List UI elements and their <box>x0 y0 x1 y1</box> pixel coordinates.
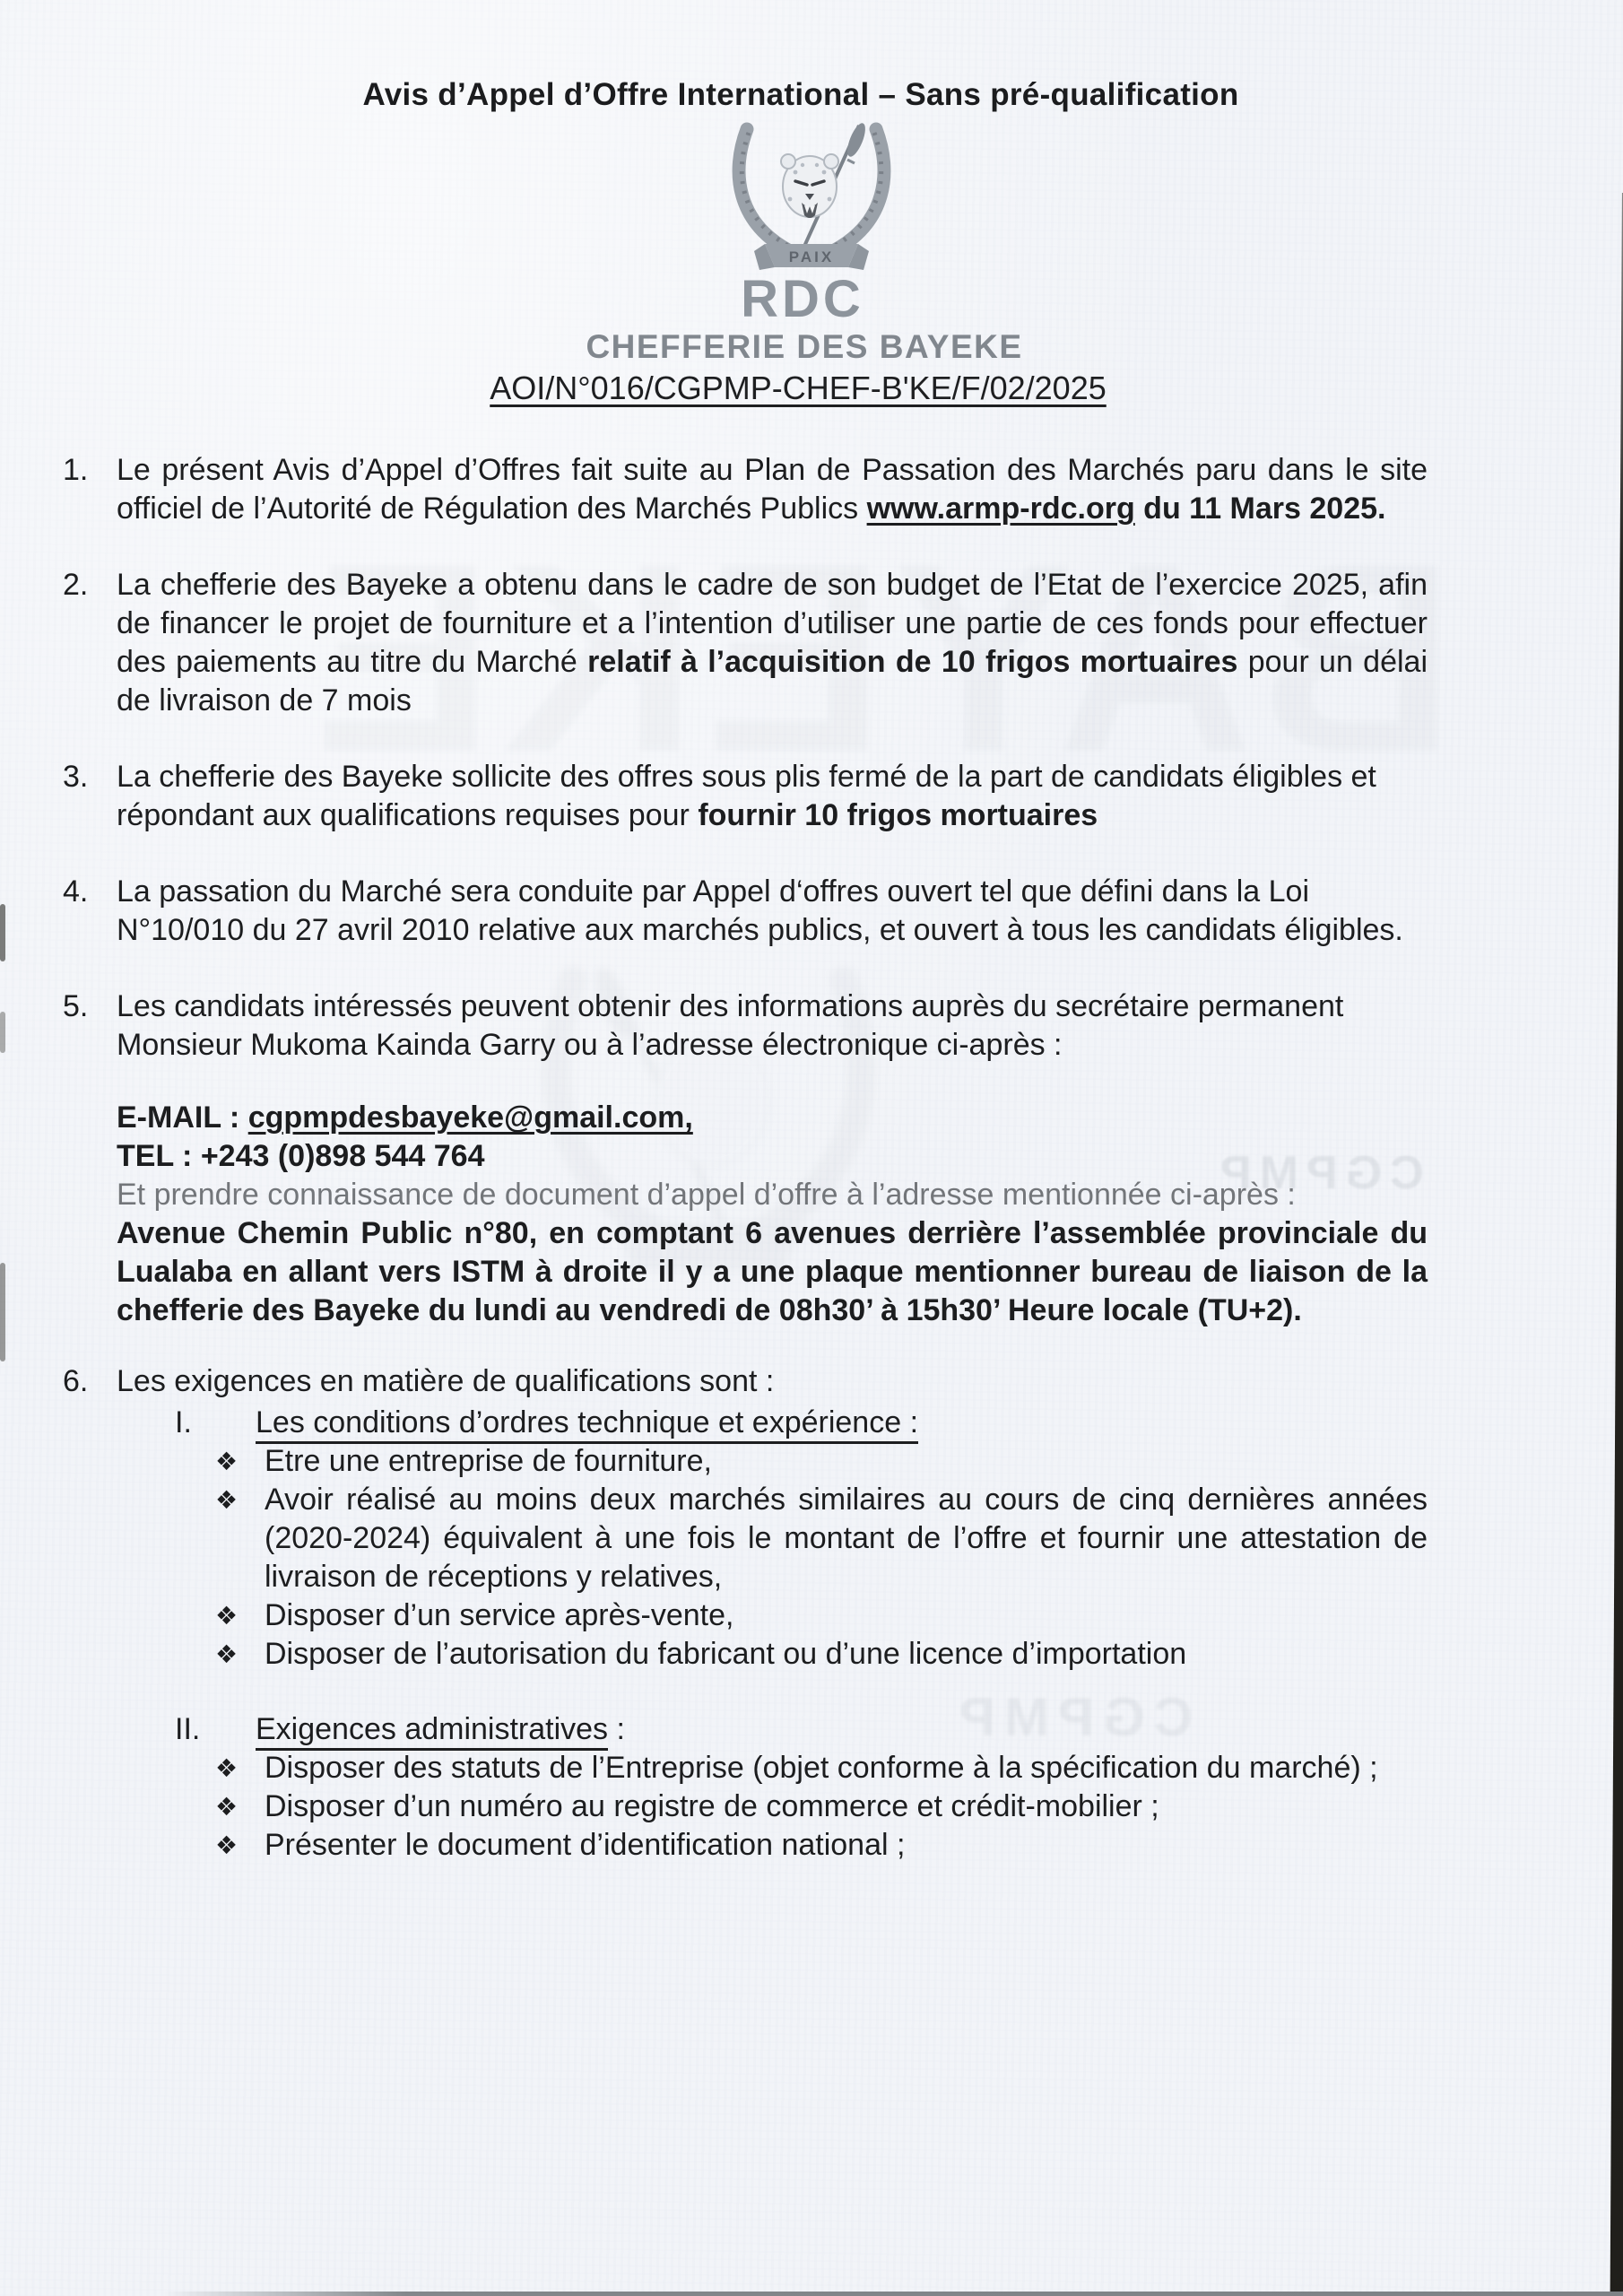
faded-note-line: Et prendre connaissance de document d’appel d’offre à l’adresse mentionnée ci-après : <box>117 1178 1296 1212</box>
bullet-item <box>215 1442 1428 1481</box>
bullet-text: Présenter le document d’identification national ; <box>265 1828 906 1862</box>
text-segment: www.armp-rdc.org <box>866 491 1135 526</box>
bullet-diamond-icon: ❖ <box>215 1486 239 1514</box>
numbered-paragraph-3 <box>63 758 1428 835</box>
section-heading-text <box>256 1404 918 1442</box>
paragraph-number: 3. <box>63 760 89 794</box>
paragraph-number: 1. <box>63 453 89 487</box>
roman-numeral: II. <box>175 1712 201 1746</box>
text-segment: Le présent Avis d’Appel d’Offres fait suite au Plan de Passation des Marchés paru dans le site officiel de l’Autorité de Régulation des Marchés Publics <box>117 453 1428 526</box>
paragraph-number: 5. <box>63 989 89 1023</box>
coat-of-arms <box>713 117 910 274</box>
paragraph-number: 6. <box>63 1364 89 1398</box>
bullet-diamond-icon: ❖ <box>215 1602 239 1630</box>
address-block: Avenue Chemin Public n°80, en comptant 6 avenues derrière l’assemblée provinciale du Lualaba en allant vers ISTM à droite il y a une plaque mentionner bureau de liaison de la chefferie des Bayeke du lundi au vendredi de 08h30’ à 15h30’ Heure locale (TU+2). <box>117 1216 1428 1327</box>
section-heading-administrative <box>175 1710 1428 1749</box>
bullet-diamond-icon: ❖ <box>215 1448 239 1475</box>
text-segment: Les candidats intéressés peuvent obtenir des informations auprès du secrétaire permanent Monsieur Mukoma Kainda Garry ou à l’adresse électronique ci-après : <box>117 989 1344 1062</box>
paragraph-text <box>117 873 1428 950</box>
phone-line: TEL : +243 (0)898 544 764 <box>117 1139 485 1173</box>
text-segment: cgpmpdesbayeke@gmail.com, <box>247 1100 693 1135</box>
bullet-text: Disposer d’un numéro au registre de commerce et crédit-mobilier ; <box>265 1789 1159 1823</box>
bullet-diamond-icon: ❖ <box>215 1793 239 1821</box>
bullet-diamond-icon: ❖ <box>215 1640 239 1668</box>
paragraph-text <box>117 987 1428 1065</box>
bleedthrough-cgpmp: CGPMP <box>950 1687 1193 1747</box>
technical-requirements-list <box>63 1442 1428 1674</box>
bullet-text: Avoir réalisé au moins deux marchés similaires au cours de cinq dernières années (2020-2024) équivalent à une fois le montant de l’offre et fournir une attestation de livraison de réceptions y relatives, <box>265 1483 1428 1594</box>
bullet-item <box>215 1749 1428 1787</box>
text-segment: La chefferie des Bayeke a obtenu dans le cadre de son budget de l’Etat de l’exercice 2025, afin de financer le projet de fourniture et a l’intention d’utiliser une partie de ces fonds pour effectuer des paiements au titre du Marché <box>117 568 1428 679</box>
bullet-text: Etre une entreprise de fourniture, <box>265 1444 712 1478</box>
roman-numeral: I. <box>175 1405 192 1439</box>
contact-block <box>117 1099 1428 1330</box>
paragraph-text: Les exigences en matière de qualifications sont : <box>117 1364 775 1398</box>
text-segment: fournir 10 frigos mortuaires <box>698 798 1098 832</box>
bleedthrough-cgpmp: CGPMP <box>1212 1147 1424 1199</box>
bullet-text: Disposer des statuts de l’Entreprise (objet conforme à la spécification du marché) ; <box>265 1751 1378 1785</box>
numbered-paragraph-5 <box>63 987 1428 1065</box>
text-segment: : <box>608 1712 625 1746</box>
paragraph-text <box>117 758 1428 835</box>
text-segment: La passation du Marché sera conduite par Appel d‘offres ouvert tel que défini dans la Loi N°10/010 du 27 avril 2010 relative aux marchés publics, et ouvert à tous les candidats éligibles. <box>117 874 1403 947</box>
bullet-item <box>215 1826 1428 1865</box>
section-heading-technical <box>175 1404 1428 1442</box>
text-segment: relatif à l’acquisition de 10 frigos mortuaires <box>587 645 1238 679</box>
scan-smudge <box>0 1263 5 1361</box>
scan-smudge <box>0 1012 5 1053</box>
organization-name: CHEFFERIE DES BAYEKE <box>586 328 1023 365</box>
text-segment: La chefferie des Bayeke sollicite des offres sous plis fermé de la part de candidats éligibles et répondant aux qualifications requises pour <box>117 760 1376 832</box>
coat-of-arms-drc-icon <box>713 117 910 274</box>
bullet-diamond-icon: ❖ <box>215 1831 239 1859</box>
country-code-label: RDC <box>741 270 864 328</box>
paragraph-text <box>117 566 1428 720</box>
text-segment: E-MAIL : <box>117 1100 248 1135</box>
section-heading-text <box>256 1710 625 1749</box>
bullet-item <box>215 1481 1428 1596</box>
text-segment: Les conditions d’ordres technique et expérience : <box>256 1405 918 1444</box>
banner-paix-text: PAIX <box>788 248 835 265</box>
document-body <box>63 451 1428 1865</box>
bullet-item <box>215 1635 1428 1674</box>
paragraph-number: 4. <box>63 874 89 909</box>
scan-smudge <box>0 904 5 961</box>
bullet-item <box>215 1596 1428 1635</box>
paragraph-text <box>117 451 1428 528</box>
paragraph-number: 2. <box>63 568 89 602</box>
text-segment: pour un délai de livraison de 7 mois <box>117 645 1428 718</box>
tender-reference: AOI/N°016/CGPMP-CHEF-B'KE/F/02/2025 <box>490 370 1107 406</box>
text-segment: Exigences administratives <box>256 1712 608 1751</box>
text-segment: du 11 Mars 2025. <box>1134 491 1386 526</box>
administrative-requirements-list <box>63 1749 1428 1865</box>
bullet-item <box>215 1787 1428 1826</box>
numbered-paragraph-2 <box>63 566 1428 720</box>
numbered-paragraph-4 <box>63 873 1428 950</box>
document-title: Avis d’Appel d’Offre International – Sans pré-qualification <box>362 77 1239 112</box>
numbered-paragraph-6 <box>63 1362 1428 1401</box>
email-line <box>117 1099 1428 1137</box>
bullet-text: Disposer d’un service après-vente, <box>265 1598 734 1632</box>
scan-bottom-edge <box>0 2292 1623 2296</box>
bullet-text: Disposer de l’autorisation du fabricant ou d’une licence d’importation <box>265 1637 1187 1671</box>
scan-edge-shadow <box>1607 193 1623 2296</box>
bullet-diamond-icon: ❖ <box>215 1754 239 1782</box>
numbered-paragraph-1 <box>63 451 1428 528</box>
